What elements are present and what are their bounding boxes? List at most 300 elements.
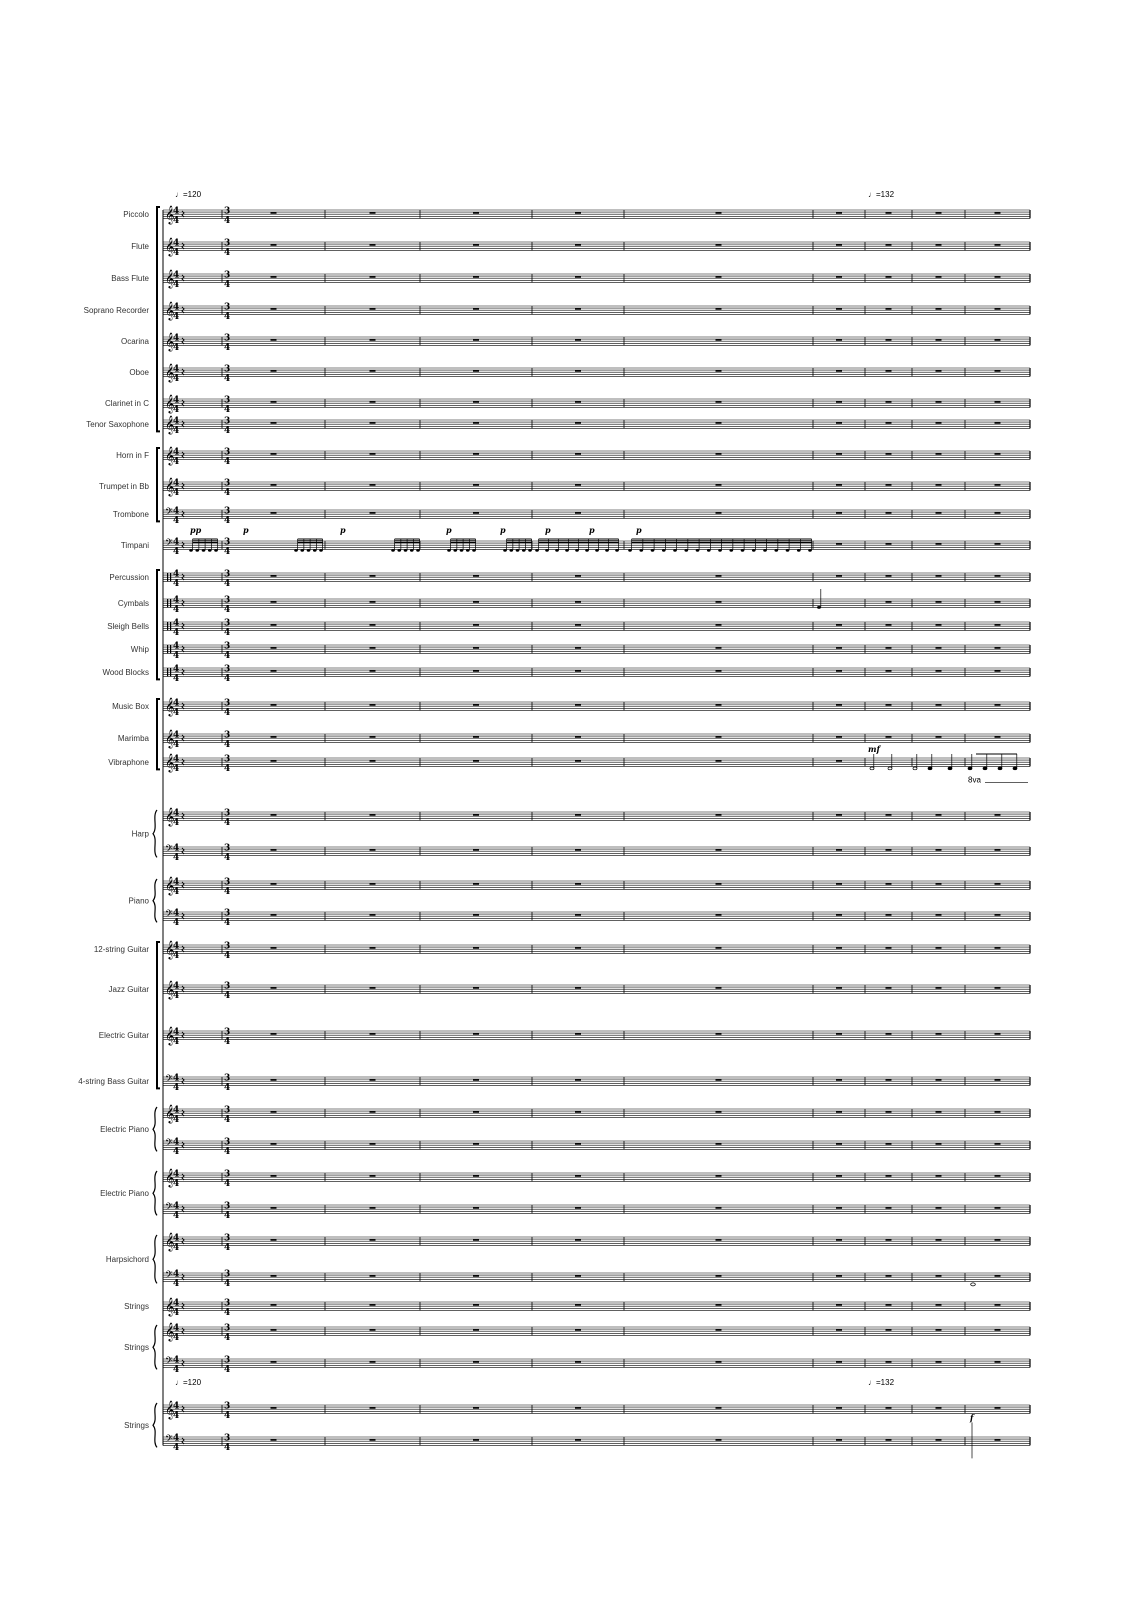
whole-rest bbox=[886, 422, 892, 424]
whole-rest bbox=[473, 914, 479, 916]
whole-rest bbox=[886, 276, 892, 278]
whole-rest bbox=[370, 1079, 376, 1081]
whole-rest bbox=[473, 308, 479, 310]
bass-clef: 𝄢 bbox=[165, 506, 173, 521]
whole-rest bbox=[271, 849, 277, 851]
time-signature-top: 4 bbox=[173, 395, 180, 406]
group-bracket bbox=[157, 570, 160, 679]
whole-rest bbox=[271, 987, 277, 989]
whole-rest bbox=[716, 1207, 722, 1209]
time-signature-top: 3 bbox=[224, 1027, 231, 1038]
whole-rest bbox=[995, 308, 1001, 310]
whole-rest bbox=[370, 947, 376, 949]
staff bbox=[163, 1077, 1030, 1085]
time-signature-bottom: 4 bbox=[224, 1442, 231, 1453]
whole-rest bbox=[370, 484, 376, 486]
time-signature-bottom: 4 bbox=[173, 1410, 180, 1421]
whole-rest bbox=[370, 670, 376, 672]
notehead bbox=[948, 767, 952, 770]
staff bbox=[163, 510, 1030, 518]
bass-clef: 𝄢 bbox=[165, 1269, 173, 1284]
whole-rest bbox=[936, 212, 942, 214]
whole-rest bbox=[370, 512, 376, 514]
staff bbox=[163, 242, 1030, 250]
whole-rest bbox=[886, 947, 892, 949]
whole-rest bbox=[836, 624, 842, 626]
time-signature-bottom: 4 bbox=[224, 247, 231, 258]
time-signature-bottom: 4 bbox=[224, 817, 231, 828]
time-signature-bottom: 4 bbox=[224, 215, 231, 226]
group-bracket bbox=[157, 207, 160, 431]
whole-rest bbox=[886, 1275, 892, 1277]
whole-rest bbox=[271, 1361, 277, 1363]
brace bbox=[153, 1325, 157, 1369]
whole-rest bbox=[271, 624, 277, 626]
whole-rest bbox=[836, 1175, 842, 1177]
whole-rest bbox=[473, 276, 479, 278]
whole-rest bbox=[886, 401, 892, 403]
time-signature-top: 4 bbox=[173, 641, 180, 652]
percussion-clef bbox=[170, 573, 171, 581]
whole-rest bbox=[995, 1304, 1001, 1306]
whole-rest bbox=[473, 1239, 479, 1241]
time-signature-top: 4 bbox=[173, 730, 180, 741]
whole-rest bbox=[995, 1439, 1001, 1441]
whole-rest bbox=[936, 422, 942, 424]
time-signature-top: 4 bbox=[173, 664, 180, 675]
brace bbox=[153, 879, 157, 922]
whole-rest bbox=[886, 244, 892, 246]
time-signature-bottom: 4 bbox=[173, 817, 180, 828]
time-signature-bottom: 4 bbox=[224, 456, 231, 467]
whole-rest bbox=[936, 1033, 942, 1035]
instrument-label: Flute bbox=[131, 242, 149, 252]
whole-rest bbox=[575, 453, 581, 455]
whole-rest bbox=[995, 1329, 1001, 1331]
instrument-label: Timpani bbox=[120, 541, 149, 551]
whole-rest bbox=[936, 308, 942, 310]
whole-rest bbox=[271, 339, 277, 341]
whole-rest bbox=[936, 736, 942, 738]
brace bbox=[153, 1403, 157, 1447]
whole-rest bbox=[370, 575, 376, 577]
whole-rest bbox=[716, 947, 722, 949]
whole-rest bbox=[716, 1361, 722, 1363]
time-signature-bottom: 4 bbox=[173, 515, 180, 526]
whole-rest bbox=[995, 670, 1001, 672]
time-signature-bottom: 4 bbox=[224, 950, 231, 961]
instrument-label: Wood Blocks bbox=[102, 668, 149, 678]
time-signature-top: 4 bbox=[173, 1169, 180, 1180]
whole-rest bbox=[936, 1304, 942, 1306]
whole-rest bbox=[370, 814, 376, 816]
whole-rest bbox=[473, 422, 479, 424]
time-signature-top: 3 bbox=[224, 270, 231, 281]
staff bbox=[163, 210, 1030, 218]
whole-rest bbox=[936, 575, 942, 577]
time-signature-top: 3 bbox=[224, 754, 231, 765]
whole-rest bbox=[836, 1111, 842, 1113]
whole-rest bbox=[575, 484, 581, 486]
whole-rest bbox=[936, 543, 942, 545]
time-signature-bottom: 4 bbox=[224, 1278, 231, 1289]
whole-rest bbox=[936, 647, 942, 649]
time-signature-bottom: 4 bbox=[173, 1146, 180, 1157]
dynamic-marking: p bbox=[500, 525, 506, 535]
treble-clef: 𝄞 bbox=[165, 363, 175, 383]
time-signature-bottom: 4 bbox=[224, 373, 231, 384]
instrument-label: Percussion bbox=[109, 573, 149, 583]
percussion-clef bbox=[167, 573, 168, 581]
whole-rest bbox=[836, 575, 842, 577]
treble-clef: 𝄞 bbox=[165, 237, 175, 257]
staff bbox=[163, 668, 1030, 676]
whole-rest bbox=[370, 914, 376, 916]
time-signature-top: 3 bbox=[224, 506, 231, 517]
treble-clef: 𝄞 bbox=[165, 753, 175, 773]
staff bbox=[163, 1437, 1030, 1445]
treble-clef: 𝄞 bbox=[165, 205, 175, 225]
whole-rest bbox=[575, 1143, 581, 1145]
whole-rest bbox=[370, 401, 376, 403]
staff bbox=[163, 599, 1030, 607]
treble-clef: 𝄞 bbox=[165, 807, 175, 827]
whole-rest bbox=[995, 276, 1001, 278]
whole-rest bbox=[716, 914, 722, 916]
time-signature-bottom: 4 bbox=[224, 1036, 231, 1047]
instrument-label: Harpsichord bbox=[105, 1255, 149, 1265]
time-signature-bottom: 4 bbox=[173, 279, 180, 290]
whole-rest bbox=[271, 244, 277, 246]
whole-rest bbox=[836, 1407, 842, 1409]
time-signature-bottom: 4 bbox=[173, 1114, 180, 1125]
whole-rest bbox=[271, 1175, 277, 1177]
whole-rest bbox=[886, 849, 892, 851]
dynamic-marking: p bbox=[340, 525, 346, 535]
treble-clef: 𝄞 bbox=[165, 332, 175, 352]
time-signature-top: 4 bbox=[173, 698, 180, 709]
whole-rest bbox=[886, 1361, 892, 1363]
time-signature-bottom: 4 bbox=[173, 546, 180, 557]
whole-rest bbox=[936, 1111, 942, 1113]
whole-rest bbox=[995, 244, 1001, 246]
treble-clef: 𝄞 bbox=[165, 446, 175, 466]
instrument-label: Soprano Recorder bbox=[83, 306, 149, 316]
whole-rest bbox=[995, 624, 1001, 626]
brace bbox=[153, 1171, 157, 1215]
time-signature-bottom: 4 bbox=[173, 1442, 180, 1453]
whole-rest bbox=[886, 1079, 892, 1081]
whole-rest bbox=[716, 212, 722, 214]
time-signature-top: 3 bbox=[224, 569, 231, 580]
time-signature-bottom: 4 bbox=[173, 650, 180, 661]
instrument-label: Jazz Guitar bbox=[108, 985, 149, 995]
percussion-clef bbox=[167, 622, 168, 630]
whole-rest bbox=[936, 987, 942, 989]
instrument-label: Bass Flute bbox=[111, 274, 149, 284]
whole-rest bbox=[716, 276, 722, 278]
time-signature-top: 3 bbox=[224, 1169, 231, 1180]
whole-rest bbox=[716, 1329, 722, 1331]
time-signature-bottom: 4 bbox=[224, 1178, 231, 1189]
whole-rest bbox=[271, 1407, 277, 1409]
time-signature-top: 3 bbox=[224, 302, 231, 313]
time-signature-top: 3 bbox=[224, 1401, 231, 1412]
time-signature-top: 4 bbox=[173, 754, 180, 765]
instrument-label: Sleigh Bells bbox=[107, 622, 149, 632]
time-signature-bottom: 4 bbox=[173, 578, 180, 589]
whole-rest bbox=[995, 401, 1001, 403]
whole-rest bbox=[271, 1275, 277, 1277]
whole-rest bbox=[936, 401, 942, 403]
time-signature-top: 3 bbox=[224, 595, 231, 606]
time-signature-top: 4 bbox=[173, 1105, 180, 1116]
time-signature-bottom: 4 bbox=[224, 578, 231, 589]
whole-rest bbox=[995, 647, 1001, 649]
whole-rest bbox=[995, 1407, 1001, 1409]
whole-rest bbox=[936, 670, 942, 672]
instrument-label: Music Box bbox=[112, 702, 149, 712]
tempo-mark: ♩=120 bbox=[175, 190, 202, 199]
whole-rest bbox=[271, 883, 277, 885]
time-signature-top: 4 bbox=[173, 1298, 180, 1309]
whole-rest bbox=[473, 1275, 479, 1277]
whole-rest bbox=[716, 401, 722, 403]
whole-rest bbox=[370, 1175, 376, 1177]
whole-rest bbox=[936, 883, 942, 885]
bass-clef: 𝄢 bbox=[165, 1355, 173, 1370]
notehead bbox=[968, 767, 972, 770]
time-signature-top: 3 bbox=[224, 1269, 231, 1280]
whole-rest bbox=[995, 484, 1001, 486]
whole-rest bbox=[836, 276, 842, 278]
treble-clef: 𝄞 bbox=[165, 1026, 175, 1046]
time-signature-top: 4 bbox=[173, 981, 180, 992]
time-signature-bottom: 4 bbox=[224, 763, 231, 774]
whole-rest bbox=[575, 1407, 581, 1409]
whole-rest bbox=[271, 370, 277, 372]
time-signature-bottom: 4 bbox=[224, 673, 231, 684]
treble-clef: 𝄞 bbox=[165, 729, 175, 749]
whole-rest bbox=[575, 647, 581, 649]
time-signature-top: 3 bbox=[224, 1433, 231, 1444]
whole-rest bbox=[370, 339, 376, 341]
staff bbox=[163, 912, 1030, 920]
staff bbox=[163, 1031, 1030, 1039]
staff bbox=[163, 1327, 1030, 1335]
time-signature-top: 4 bbox=[173, 478, 180, 489]
whole-rest bbox=[575, 212, 581, 214]
time-signature-bottom: 4 bbox=[224, 487, 231, 498]
time-signature-bottom: 4 bbox=[173, 215, 180, 226]
notehead bbox=[998, 767, 1002, 770]
instrument-label: Electric Piano bbox=[100, 1189, 149, 1199]
whole-rest bbox=[575, 422, 581, 424]
group-bracket bbox=[157, 699, 160, 769]
time-signature-bottom: 4 bbox=[224, 627, 231, 638]
instrument-label: 4-string Bass Guitar bbox=[78, 1077, 149, 1087]
brace bbox=[153, 810, 157, 857]
time-signature-top: 3 bbox=[224, 1073, 231, 1084]
whole-rest bbox=[575, 1033, 581, 1035]
time-signature-top: 3 bbox=[224, 981, 231, 992]
whole-rest bbox=[473, 1111, 479, 1113]
time-signature-bottom: 4 bbox=[173, 1178, 180, 1189]
tempo-mark: ♩=120 bbox=[175, 1378, 202, 1387]
whole-rest bbox=[886, 212, 892, 214]
whole-rest bbox=[370, 760, 376, 762]
whole-rest bbox=[370, 422, 376, 424]
whole-rest bbox=[936, 849, 942, 851]
whole-rest bbox=[716, 883, 722, 885]
treble-clef: 𝄞 bbox=[165, 269, 175, 289]
percussion-clef bbox=[170, 599, 171, 607]
whole-rest bbox=[936, 1143, 942, 1145]
staff bbox=[163, 1302, 1030, 1310]
whole-rest bbox=[886, 670, 892, 672]
whole-rest bbox=[473, 1033, 479, 1035]
notehead bbox=[1013, 767, 1017, 770]
whole-rest bbox=[995, 736, 1001, 738]
whole-rest bbox=[370, 736, 376, 738]
time-signature-top: 3 bbox=[224, 641, 231, 652]
whole-rest bbox=[370, 1304, 376, 1306]
whole-rest bbox=[836, 647, 842, 649]
instrument-label: 12-string Guitar bbox=[93, 945, 149, 955]
time-signature-bottom: 4 bbox=[173, 627, 180, 638]
time-signature-top: 4 bbox=[173, 270, 180, 281]
whole-rest bbox=[836, 1439, 842, 1441]
ottava-mark: 8va bbox=[968, 775, 981, 785]
whole-rest bbox=[370, 1111, 376, 1113]
whole-rest bbox=[886, 883, 892, 885]
bass-clef: 𝄢 bbox=[165, 1073, 173, 1088]
notehead bbox=[983, 767, 987, 770]
whole-rest bbox=[836, 947, 842, 949]
whole-rest bbox=[575, 883, 581, 885]
whole-rest bbox=[936, 512, 942, 514]
whole-rest bbox=[995, 1207, 1001, 1209]
whole-rest bbox=[886, 1111, 892, 1113]
time-signature-top: 3 bbox=[224, 1105, 231, 1116]
whole-rest bbox=[836, 339, 842, 341]
whole-rest bbox=[271, 914, 277, 916]
time-signature-top: 3 bbox=[224, 364, 231, 375]
instrument-label: Electric Guitar bbox=[98, 1031, 149, 1041]
whole-rest bbox=[936, 1207, 942, 1209]
whole-rest bbox=[473, 1143, 479, 1145]
whole-rest bbox=[271, 1079, 277, 1081]
staff bbox=[163, 847, 1030, 855]
whole-rest bbox=[995, 339, 1001, 341]
whole-rest bbox=[575, 575, 581, 577]
time-signature-top: 4 bbox=[173, 569, 180, 580]
time-signature-top: 4 bbox=[173, 447, 180, 458]
staff bbox=[163, 1359, 1030, 1367]
whole-rest bbox=[271, 484, 277, 486]
whole-rest bbox=[995, 1175, 1001, 1177]
whole-rest bbox=[271, 670, 277, 672]
dynamic-marking: p bbox=[589, 525, 595, 535]
percussion-clef bbox=[170, 622, 171, 630]
time-signature-bottom: 4 bbox=[173, 673, 180, 684]
whole-rest bbox=[370, 453, 376, 455]
time-signature-bottom: 4 bbox=[173, 852, 180, 863]
whole-rest bbox=[995, 453, 1001, 455]
whole-rest bbox=[473, 1175, 479, 1177]
time-signature-top: 3 bbox=[224, 664, 231, 675]
whole-rest bbox=[836, 1143, 842, 1145]
whole-rest bbox=[836, 914, 842, 916]
whole-rest bbox=[936, 1079, 942, 1081]
time-signature-bottom: 4 bbox=[173, 373, 180, 384]
whole-rest bbox=[716, 422, 722, 424]
whole-rest bbox=[836, 849, 842, 851]
time-signature-bottom: 4 bbox=[224, 1332, 231, 1343]
time-signature-top: 3 bbox=[224, 206, 231, 217]
whole-rest bbox=[936, 1361, 942, 1363]
whole-rest bbox=[575, 1079, 581, 1081]
staff bbox=[163, 1237, 1030, 1245]
whole-rest bbox=[716, 453, 722, 455]
whole-rest bbox=[995, 422, 1001, 424]
whole-rest bbox=[370, 1407, 376, 1409]
time-signature-top: 3 bbox=[224, 238, 231, 249]
whole-rest bbox=[716, 1239, 722, 1241]
treble-clef: 𝄞 bbox=[165, 1232, 175, 1252]
time-signature-bottom: 4 bbox=[173, 1082, 180, 1093]
time-signature-bottom: 4 bbox=[224, 279, 231, 290]
whole-rest bbox=[886, 1175, 892, 1177]
staff bbox=[163, 337, 1030, 345]
whole-rest bbox=[716, 308, 722, 310]
treble-clef: 𝄞 bbox=[165, 876, 175, 896]
staff bbox=[163, 368, 1030, 376]
staff bbox=[163, 1273, 1030, 1281]
time-signature-top: 3 bbox=[224, 908, 231, 919]
time-signature-bottom: 4 bbox=[173, 1210, 180, 1221]
whole-rest bbox=[936, 1329, 942, 1331]
whole-rest bbox=[836, 212, 842, 214]
whole-rest bbox=[575, 624, 581, 626]
staff bbox=[163, 812, 1030, 820]
whole-rest bbox=[995, 914, 1001, 916]
time-signature-bottom: 4 bbox=[224, 1364, 231, 1375]
group-bracket bbox=[157, 448, 160, 521]
whole-rest bbox=[836, 401, 842, 403]
whole-rest bbox=[836, 1329, 842, 1331]
whole-rest bbox=[271, 1439, 277, 1441]
whole-rest bbox=[473, 736, 479, 738]
staff bbox=[163, 645, 1030, 653]
whole-rest bbox=[716, 814, 722, 816]
whole-rest bbox=[886, 575, 892, 577]
staff bbox=[163, 1173, 1030, 1181]
whole-rest bbox=[473, 647, 479, 649]
whole-rest bbox=[995, 1275, 1001, 1277]
whole-rest bbox=[716, 601, 722, 603]
time-signature-bottom: 4 bbox=[224, 650, 231, 661]
time-signature-top: 4 bbox=[173, 808, 180, 819]
whole-rest bbox=[271, 1239, 277, 1241]
time-signature-bottom: 4 bbox=[224, 886, 231, 897]
whole-rest bbox=[473, 512, 479, 514]
whole-rest bbox=[995, 212, 1001, 214]
whole-rest bbox=[716, 760, 722, 762]
whole-rest bbox=[886, 647, 892, 649]
staff bbox=[163, 945, 1030, 953]
instrument-label: Whip bbox=[130, 645, 149, 655]
